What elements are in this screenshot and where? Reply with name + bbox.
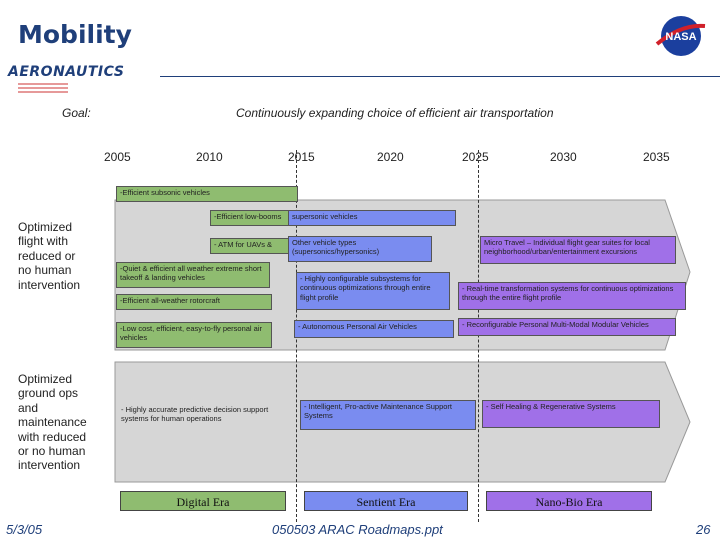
box-efficient-low-booms: -Efficient low-booms <box>210 210 290 226</box>
goal-label: Goal: <box>62 106 91 120</box>
row-label-groundops: Optimized ground ops and maintenance with reduced or no human intervention <box>18 372 87 473</box>
year-2035: 2035 <box>643 150 670 164</box>
box-highly-configurable: - Highly configurable subsystems for continuous optimizations through entire flight profile <box>296 272 450 310</box>
year-2020: 2020 <box>377 150 404 164</box>
aeronautics-logo: AERONAUTICS <box>8 64 125 80</box>
year-2010: 2010 <box>196 150 223 164</box>
box-rotorcraft: -Efficient all-weather rotorcraft <box>116 294 272 310</box>
year-2015: 2015 <box>288 150 315 164</box>
footer-page-number: 26 <box>696 522 711 537</box>
footer-date: 5/3/05 <box>6 522 43 537</box>
row-label-flight: Optimized flight with reduced or no human intervention <box>18 220 81 292</box>
box-reconfigurable: - Reconfigurable Personal Multi-Modal Modular Vehicles <box>458 318 676 336</box>
box-efficient-subsonic: -Efficient subsonic vehicles <box>116 186 298 202</box>
year-2030: 2030 <box>550 150 577 164</box>
svg-text:NASA: NASA <box>665 31 697 43</box>
year-2005: 2005 <box>104 150 131 164</box>
footer-file: 050503 ARAC Roadmaps.ppt <box>272 522 443 537</box>
box-micro-travel: Micro Travel – Individual flight gear suites for local neighborhood/urban/entertainment excursions <box>480 236 676 264</box>
box-real-time-transformation: - Real-time transformation systems for continuous optimizations through the entire flight profile <box>458 282 686 310</box>
box-autonomous-personal: - Autonomous Personal Air Vehicles <box>294 320 454 338</box>
era-sentient: Sentient Era <box>304 491 468 511</box>
divider-2025 <box>478 150 479 522</box>
era-digital: Digital Era <box>120 491 286 511</box>
year-2025: 2025 <box>462 150 489 164</box>
box-atm-uavs: - ATM for UAVs & <box>210 238 290 254</box>
box-other-vehicle-types: Other vehicle types (supersonics/hypersonics) <box>288 236 432 262</box>
box-intelligent-maintenance: - Intelligent, Pro-active Maintenance Support Systems <box>300 400 476 430</box>
goal-text: Continuously expanding choice of efficient air transportation <box>236 106 554 120</box>
box-quiet-efficient: -Quiet & efficient all weather extreme short takeoff & landing vehicles <box>116 262 270 288</box>
box-supersonic: supersonic vehicles <box>288 210 456 226</box>
page-title: Mobility <box>18 20 132 49</box>
box-self-healing: - Self Healing & Regenerative Systems <box>482 400 660 428</box>
box-predictive-support: - Highly accurate predictive decision support systems for human operations <box>121 405 269 424</box>
box-low-cost: -Low cost, efficient, easy-to-fly personal air vehicles <box>116 322 272 348</box>
era-nano-bio: Nano-Bio Era <box>486 491 652 511</box>
